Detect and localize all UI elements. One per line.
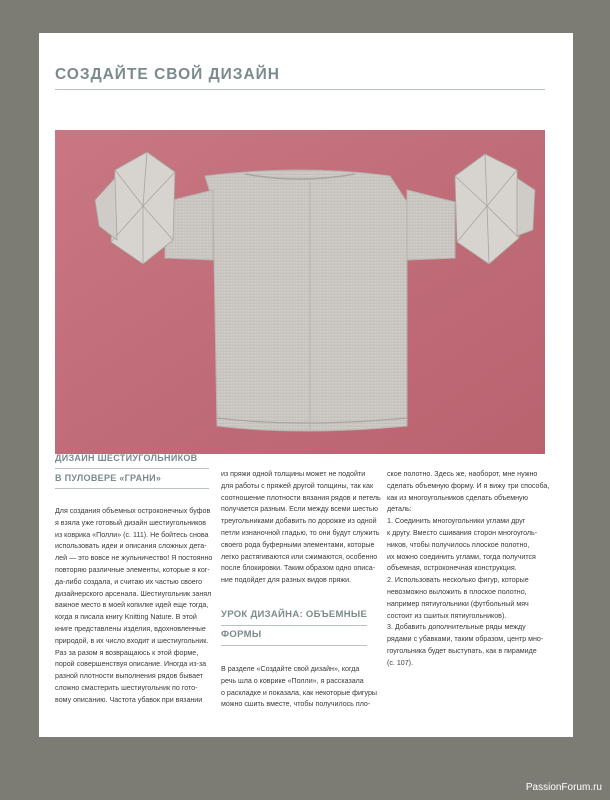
- text-line: 1. Соединить многоугольники углами друг: [387, 517, 526, 526]
- text-line: как из многоугольников сделать объемную: [387, 493, 528, 502]
- section-heading-hexagons: [55, 450, 209, 490]
- heading-line: УРОК ДИЗАЙНА: ОБЪЕМНЫЕ: [221, 607, 367, 626]
- text-line: повторяю различные элементы, которые я ког-: [55, 565, 210, 574]
- text-line: о раскладке и показала, как некоторые фигуры: [221, 688, 378, 697]
- column-1: [55, 453, 213, 707]
- text-line: разной плотности выполнения рядов бывает: [55, 672, 204, 681]
- text-line: когда я писала книгу Knitting Nature. В этой: [55, 613, 197, 622]
- text-line: объемная, остроконечная конструкция.: [387, 564, 517, 573]
- text-line: В разделе «Создайте свой дизайн», когда: [221, 664, 360, 673]
- text-line: легко растягиваются или сжимаются, особенно: [221, 552, 378, 561]
- text-line: своего рода буферными элементами, которые: [221, 540, 375, 549]
- text-line: сделать объемную форму. И я вижу три способа,: [387, 481, 550, 490]
- text-line: гоугольника будет выступать, как в пирамиде: [387, 646, 537, 655]
- section-heading-design-lesson: [221, 607, 367, 647]
- text-line: сложно смастерить шестиугольник по гото-: [55, 683, 198, 692]
- text-line: можно сшить вместе, чтобы получилось пло-: [221, 700, 371, 709]
- text-line: например пятиугольники (футбольный мяч: [387, 599, 529, 608]
- text-line: их можно соединить углами, тогда получится: [387, 552, 536, 561]
- heading-line: ДИЗАЙН ШЕСТИУГОЛЬНИКОВ: [55, 450, 209, 469]
- text-line: использовать идеи и описания сложных дета-: [55, 542, 207, 551]
- text-line: состоит из сшитых пятиугольников).: [387, 611, 507, 620]
- column-3: [387, 469, 550, 670]
- text-line: (с. 107).: [387, 658, 414, 667]
- text-line: к другу. Вместо сшивания сторон многоуголь-: [387, 528, 538, 537]
- text-line: Раз за разом я возвращаюсь к этой форме,: [55, 648, 199, 657]
- column-2: [221, 469, 381, 711]
- text-line: дизайнерского арсенала. Шестиугольник занял: [55, 589, 212, 598]
- text-line: 3. Добавить дополнительные ряды между: [387, 623, 526, 632]
- text-line: получается разным. Если между всеми шестью: [221, 505, 378, 514]
- text-line: порой совершенствуя описание. Иногда из-за: [55, 660, 207, 669]
- heading-line: В ПУЛОВЕРЕ «ГРАНИ»: [55, 470, 209, 489]
- text-line: лей — это вовсе не жульничество! Я постоянно: [55, 554, 213, 563]
- text-line: книге представлены изделия, вдохновленные: [55, 624, 206, 633]
- text-line: да-либо создала, и считаю их частью своего: [55, 577, 203, 586]
- text-line: ское полотно. Здесь же, наоборот, мне нужно: [387, 470, 538, 478]
- text-line: Для создания объемных остроконечных буфов: [55, 507, 211, 515]
- title-divider: [55, 89, 545, 90]
- sweater-illustration: [55, 130, 545, 454]
- page: [39, 33, 573, 737]
- page-title: СОЗДАЙТЕ СВОЙ ДИЗАЙН: [55, 66, 280, 83]
- text-line: ние подойдет для разных видов пряжи.: [221, 576, 352, 585]
- text-line: я взяла уже готовый дизайн шестиугольников: [55, 518, 206, 527]
- text-line: важное место в моей копилке идей еще тогда,: [55, 601, 209, 610]
- text-line: ников, чтобы получилось плоское полотно,: [387, 540, 530, 549]
- text-line: природой, в их число входит и шестиугольник.: [55, 636, 209, 645]
- text-line: невозможно выложить в плоское полотно,: [387, 587, 527, 596]
- text-line: рядами с убавками, таким образом, центр мно-: [387, 635, 544, 644]
- text-line: после блокировки. Таким образом одно описа-: [221, 564, 376, 573]
- text-line: треугольниками добавить по дорожке из одной: [221, 517, 377, 526]
- text-line: речь шла о коврике «Полли», я рассказала: [221, 676, 364, 685]
- sweater-photo: [55, 130, 545, 454]
- text-line: вому описанию. Частота убавок при вязании: [55, 695, 203, 704]
- text-line: деталь:: [387, 505, 412, 514]
- text-line: для работы с пряжей другой толщины, так как: [221, 481, 374, 490]
- text-line: 2. Использовать несколько фигур, которые: [387, 576, 529, 585]
- text-line: из пряжи одной толщины может не подойти: [221, 470, 366, 478]
- text-line: из коврика «Полли» (с. 111). Не бойтесь снова: [55, 530, 209, 539]
- text-line: соотношение плотности вязания рядов и петель: [221, 493, 381, 502]
- site-watermark: PassionForum.ru: [525, 782, 602, 793]
- text-line: петли изнаночной гладью, то они будут служить: [221, 528, 380, 537]
- heading-line: ФОРМЫ: [221, 627, 367, 646]
